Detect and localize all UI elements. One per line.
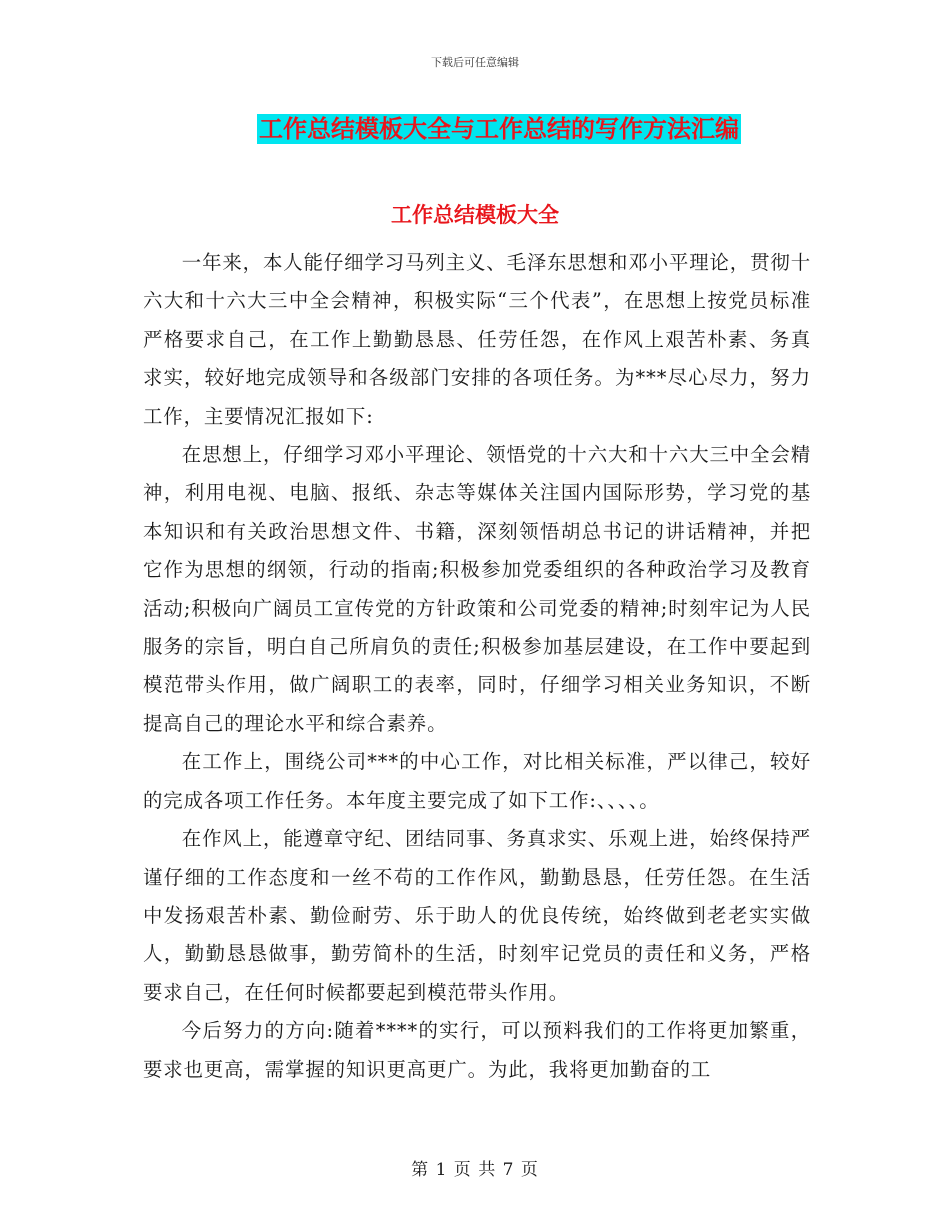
paragraph: 一年来，本人能仔细学习马列主义、毛泽东思想和邓小平理论，贯彻十六大和十六大三中全会精神，积极实际“三个代表”，在思想上按党员标准严格要求自己，在工作上勤勤恳恳、任劳任怨，在作风上艰苦朴素、务真求实，较好地完成领导和各级部门安排的各项任务。为***尽心尽力，努力工作，主要情况汇报如下: xyxy=(143,251,811,428)
paragraph: 在作风上，能遵章守纪、团结同事、务真求实、乐观上进，始终保持严谨仔细的工作态度和一丝不苟的工作作风，勤勤恳恳，任劳任怨。在生活中发扬艰苦朴素、勤俭耐劳、乐于助人的优良传统，始终做到老老实实做人，勤勤恳恳做事，勤劳简朴的生活，时刻牢记党员的责任和义务，严格要求自己，在任何时候都要起到模范带头作用。 xyxy=(143,827,811,1004)
document-title xyxy=(0,114,950,144)
document-body xyxy=(143,244,811,1089)
section-title: 工作总结模板大全 xyxy=(391,202,559,227)
paragraph: 在工作上，围绕公司***的中心工作，对比相关标准，严以律己，较好的完成各项工作任务。本年度主要完成了如下工作:、、、、。 xyxy=(143,750,811,812)
page-footer: 第 1 页 共 7 页 xyxy=(411,1160,539,1180)
paragraph: 今后努力的方向:随着****的实行，可以预料我们的工作将更加繁重，要求也更高，需掌握的知识更高更广。为此，我将更加勤奋的工 xyxy=(143,1019,811,1081)
header-note: 下载后可任意编辑 xyxy=(431,56,519,69)
paragraph: 在思想上，仔细学习邓小平理论、领悟党的十六大和十六大三中全会精神，利用电视、电脑、报纸、杂志等媒体关注国内国际形势，学习党的基本知识和有关政治思想文件、书籍，深刻领悟胡总书记的讲话精神，并把它作为思想的纲领，行动的指南;积极参加党委组织的各种政治学习及教育活动;积极向广阔员工宣传党的方针政策和公司党委的精神;时刻牢记为人民服务的宗旨，明白自己所肩负的责任;积极参加基层建设，在工作中要起到模范带头作用，做广阔职工的表率，同时，仔细学习相关业务知识，不断提高自己的理论水平和综合素养。 xyxy=(143,443,811,735)
document-title-text: 工作总结模板大全与工作总结的写作方法汇编 xyxy=(259,114,739,143)
